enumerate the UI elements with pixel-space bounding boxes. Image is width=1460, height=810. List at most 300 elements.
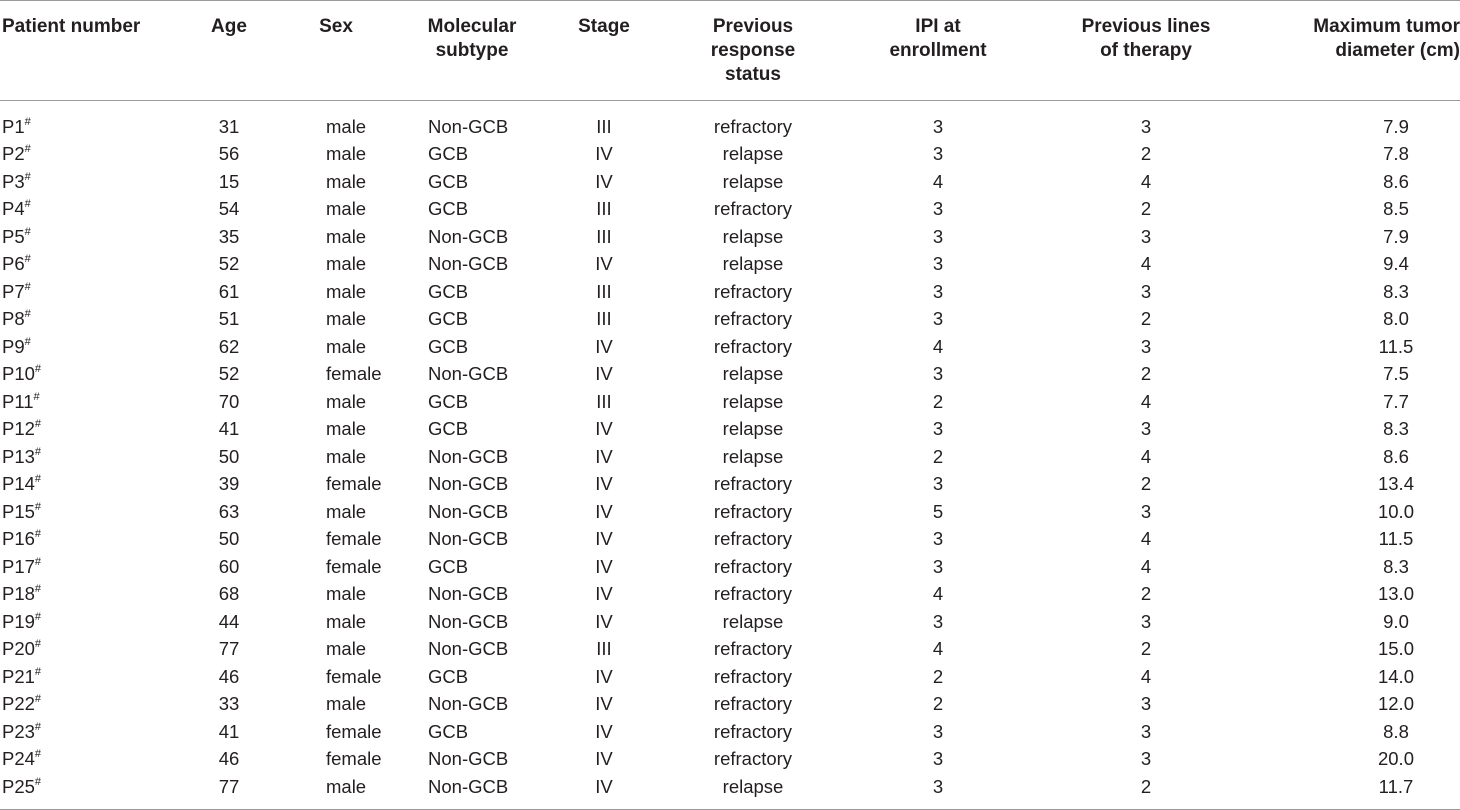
cell-maximum-tumor-diameter: 8.0 — [1383, 308, 1409, 330]
cell-ipi-at-enrollment: 2 — [932, 665, 944, 687]
footnote-mark: # — [24, 225, 31, 238]
cell-previous-lines-of-therapy: 2 — [1140, 583, 1152, 605]
footnote-mark: # — [34, 610, 42, 623]
patient-id: P21 — [2, 665, 35, 687]
cell-molecular-subtype: Non-GCB — [428, 115, 509, 137]
footnote-mark: # — [24, 170, 31, 183]
cell-ipi-at-enrollment: 3 — [932, 720, 944, 742]
cell-maximum-tumor-diameter: 9.4 — [1383, 253, 1409, 275]
cell-previous-response-status: relapse — [722, 170, 784, 192]
cell-maximum-tumor-diameter: 10.0 — [1377, 500, 1414, 522]
cell-sex: male — [326, 198, 367, 220]
table-row — [0, 168, 1460, 196]
patient-id: P3 — [2, 170, 25, 192]
cell-previous-lines-of-therapy: 4 — [1140, 555, 1152, 577]
cell-sex: female — [326, 363, 382, 385]
cell-stage: IV — [595, 693, 613, 715]
footnote-mark: # — [34, 555, 42, 568]
cell-sex: male — [326, 170, 367, 192]
table-row — [0, 553, 1460, 581]
patient-id: P24 — [2, 748, 35, 770]
cell-maximum-tumor-diameter: 8.3 — [1383, 555, 1409, 577]
cell-age: 60 — [218, 555, 240, 577]
cell-sex: male — [326, 445, 367, 467]
cell-previous-response-status: refractory — [713, 473, 793, 495]
cell-ipi-at-enrollment: 4 — [932, 638, 944, 660]
cell-sex: male — [326, 390, 367, 412]
cell-molecular-subtype: Non-GCB — [428, 610, 509, 632]
table-body — [0, 101, 1460, 810]
cell-previous-lines-of-therapy: 3 — [1140, 115, 1152, 137]
cell-molecular-subtype: GCB — [428, 665, 469, 687]
cell-stage: IV — [595, 775, 613, 797]
cell-molecular-subtype: Non-GCB — [428, 225, 509, 247]
cell-age: 39 — [218, 473, 240, 495]
patient-id: P11 — [2, 390, 34, 412]
header-age: Age — [211, 16, 247, 37]
cell-ipi-at-enrollment: 3 — [932, 115, 944, 137]
header-ipi-at-enrollment: IPI at enrollment — [889, 16, 987, 61]
cell-sex: male — [326, 583, 367, 605]
cell-previous-response-status: refractory — [713, 198, 793, 220]
cell-previous-lines-of-therapy: 3 — [1140, 610, 1152, 632]
footnote-mark: # — [34, 665, 42, 678]
table-row — [0, 278, 1460, 306]
cell-sex: male — [326, 280, 367, 302]
cell-age: 46 — [218, 748, 240, 770]
footnote-mark: # — [34, 528, 42, 541]
patient-id: P15 — [2, 500, 35, 522]
cell-sex: female — [326, 665, 382, 687]
cell-previous-lines-of-therapy: 3 — [1140, 693, 1152, 715]
patient-id: P19 — [2, 610, 35, 632]
cell-sex: male — [326, 143, 367, 165]
cell-previous-response-status: relapse — [722, 610, 784, 632]
cell-stage: III — [596, 308, 612, 330]
header-patient-number: Patient number — [2, 16, 141, 37]
cell-patient-number — [0, 306, 182, 334]
footnote-mark: # — [34, 363, 42, 376]
cell-age: 56 — [218, 143, 240, 165]
cell-molecular-subtype: Non-GCB — [428, 528, 509, 550]
cell-stage: IV — [595, 583, 613, 605]
patient-id: P2 — [2, 143, 25, 165]
cell-previous-lines-of-therapy: 2 — [1140, 143, 1152, 165]
cell-ipi-at-enrollment: 3 — [932, 473, 944, 495]
cell-patient-number — [0, 663, 182, 691]
cell-patient-number — [0, 526, 182, 554]
cell-patient-number — [0, 101, 182, 141]
cell-stage: IV — [595, 748, 613, 770]
cell-ipi-at-enrollment: 4 — [932, 583, 944, 605]
footnote-mark: # — [34, 583, 42, 596]
patient-id: P23 — [2, 720, 35, 742]
cell-maximum-tumor-diameter: 9.0 — [1383, 610, 1409, 632]
cell-ipi-at-enrollment: 3 — [932, 748, 944, 770]
cell-age: 33 — [218, 693, 240, 715]
cell-previous-response-status: relapse — [722, 225, 784, 247]
patient-id: P22 — [2, 693, 35, 715]
cell-molecular-subtype: GCB — [428, 198, 469, 220]
cell-patient-number — [0, 388, 182, 416]
cell-ipi-at-enrollment: 2 — [932, 445, 944, 467]
cell-molecular-subtype: GCB — [428, 280, 469, 302]
cell-age: 50 — [218, 445, 240, 467]
cell-maximum-tumor-diameter: 14.0 — [1377, 665, 1414, 687]
cell-molecular-subtype: GCB — [428, 170, 469, 192]
cell-maximum-tumor-diameter: 12.0 — [1377, 693, 1414, 715]
cell-maximum-tumor-diameter: 7.9 — [1383, 115, 1409, 137]
cell-ipi-at-enrollment: 4 — [932, 335, 944, 357]
cell-molecular-subtype: Non-GCB — [428, 500, 509, 522]
cell-age: 54 — [218, 198, 240, 220]
cell-age: 31 — [218, 115, 240, 137]
cell-previous-lines-of-therapy: 4 — [1140, 665, 1152, 687]
cell-sex: female — [326, 473, 382, 495]
cell-age: 52 — [218, 363, 240, 385]
header-molecular-subtype: Molecular subtype — [427, 16, 517, 61]
cell-previous-response-status: refractory — [713, 638, 793, 660]
table-row — [0, 443, 1460, 471]
cell-sex: male — [326, 253, 367, 275]
cell-age: 50 — [218, 528, 240, 550]
cell-previous-lines-of-therapy: 3 — [1140, 280, 1152, 302]
table-row — [0, 773, 1460, 809]
cell-stage: IV — [595, 143, 613, 165]
cell-patient-number — [0, 608, 182, 636]
cell-ipi-at-enrollment: 3 — [932, 143, 944, 165]
cell-molecular-subtype: GCB — [428, 418, 469, 440]
cell-maximum-tumor-diameter: 8.3 — [1383, 418, 1409, 440]
cell-molecular-subtype: GCB — [428, 720, 469, 742]
patient-id: P8 — [2, 308, 25, 330]
cell-molecular-subtype: Non-GCB — [428, 638, 509, 660]
cell-stage: IV — [595, 528, 613, 550]
cell-previous-response-status: relapse — [722, 363, 784, 385]
cell-previous-response-status: refractory — [713, 748, 793, 770]
table-row — [0, 691, 1460, 719]
cell-stage: IV — [595, 170, 613, 192]
cell-stage: IV — [595, 555, 613, 577]
cell-ipi-at-enrollment: 3 — [932, 198, 944, 220]
patient-id: P25 — [2, 775, 35, 797]
cell-molecular-subtype: Non-GCB — [428, 748, 509, 770]
cell-maximum-tumor-diameter: 8.8 — [1383, 720, 1409, 742]
cell-maximum-tumor-diameter: 7.7 — [1383, 390, 1409, 412]
cell-ipi-at-enrollment: 3 — [932, 775, 944, 797]
table-row — [0, 471, 1460, 499]
cell-stage: III — [596, 280, 612, 302]
cell-previous-response-status: refractory — [713, 308, 793, 330]
footnote-mark: # — [24, 335, 31, 348]
footnote-mark: # — [24, 143, 31, 156]
cell-patient-number — [0, 278, 182, 306]
table-row — [0, 746, 1460, 774]
cell-molecular-subtype: Non-GCB — [428, 473, 509, 495]
patient-id: P20 — [2, 638, 35, 660]
patient-id: P13 — [2, 445, 35, 467]
cell-sex: male — [326, 610, 367, 632]
footnote-mark: # — [34, 418, 42, 431]
cell-previous-lines-of-therapy: 3 — [1140, 720, 1152, 742]
cell-age: 52 — [218, 253, 240, 275]
cell-stage: IV — [595, 473, 613, 495]
cell-ipi-at-enrollment: 3 — [932, 610, 944, 632]
cell-age: 62 — [218, 335, 240, 357]
cell-maximum-tumor-diameter: 11.7 — [1378, 775, 1414, 797]
cell-previous-response-status: relapse — [722, 775, 784, 797]
cell-molecular-subtype: Non-GCB — [428, 445, 509, 467]
cell-stage: III — [596, 638, 612, 660]
cell-sex: male — [326, 308, 367, 330]
cell-patient-number — [0, 581, 182, 609]
cell-maximum-tumor-diameter: 13.0 — [1377, 583, 1414, 605]
header-maximum-tumor-diameter: Maximum tumor diameter (cm) — [1313, 16, 1460, 61]
cell-previous-response-status: relapse — [722, 143, 784, 165]
patient-id: P1 — [2, 115, 25, 137]
cell-previous-response-status: refractory — [713, 555, 793, 577]
cell-maximum-tumor-diameter: 15.0 — [1377, 638, 1414, 660]
cell-previous-response-status: refractory — [713, 335, 793, 357]
patient-id: P6 — [2, 253, 25, 275]
table-row — [0, 361, 1460, 389]
cell-previous-lines-of-therapy: 4 — [1140, 445, 1152, 467]
patient-id: P14 — [2, 473, 35, 495]
cell-previous-lines-of-therapy: 4 — [1140, 253, 1152, 275]
footnote-mark: # — [34, 693, 42, 706]
footnote-mark: # — [34, 720, 42, 733]
patient-id: P5 — [2, 225, 25, 247]
cell-ipi-at-enrollment: 3 — [932, 555, 944, 577]
cell-patient-number — [0, 141, 182, 169]
cell-maximum-tumor-diameter: 7.5 — [1383, 363, 1409, 385]
cell-previous-lines-of-therapy: 3 — [1140, 335, 1152, 357]
table-row — [0, 718, 1460, 746]
table-row — [0, 333, 1460, 361]
cell-previous-lines-of-therapy: 4 — [1140, 390, 1152, 412]
cell-previous-lines-of-therapy: 3 — [1140, 225, 1152, 247]
cell-previous-lines-of-therapy: 2 — [1140, 638, 1152, 660]
cell-age: 77 — [218, 775, 240, 797]
cell-molecular-subtype: Non-GCB — [428, 775, 509, 797]
cell-maximum-tumor-diameter: 7.8 — [1383, 143, 1409, 165]
cell-previous-response-status: refractory — [713, 693, 793, 715]
cell-previous-response-status: refractory — [713, 720, 793, 742]
header-previous-lines-of-therapy: Previous lines of therapy — [1081, 16, 1211, 61]
cell-patient-number — [0, 168, 182, 196]
table-row — [0, 526, 1460, 554]
cell-previous-lines-of-therapy: 2 — [1140, 363, 1152, 385]
cell-maximum-tumor-diameter: 11.5 — [1378, 335, 1414, 357]
cell-stage: IV — [595, 363, 613, 385]
cell-age: 35 — [218, 225, 240, 247]
table-header — [0, 1, 1460, 101]
cell-age: 61 — [218, 280, 240, 302]
cell-sex: female — [326, 748, 382, 770]
cell-sex: male — [326, 335, 367, 357]
cell-molecular-subtype: GCB — [428, 308, 469, 330]
table-row — [0, 196, 1460, 224]
cell-age: 15 — [218, 170, 240, 192]
cell-stage: III — [596, 390, 612, 412]
cell-sex: male — [326, 418, 367, 440]
footnote-mark: # — [24, 308, 31, 321]
cell-maximum-tumor-diameter: 20.0 — [1377, 748, 1414, 770]
cell-sex: male — [326, 693, 367, 715]
cell-previous-lines-of-therapy: 2 — [1140, 775, 1152, 797]
cell-maximum-tumor-diameter: 8.5 — [1383, 198, 1409, 220]
patient-id: P17 — [2, 555, 35, 577]
cell-maximum-tumor-diameter: 13.4 — [1377, 473, 1414, 495]
table-row — [0, 663, 1460, 691]
patient-id: P7 — [2, 280, 25, 302]
cell-previous-response-status: refractory — [713, 280, 793, 302]
table-row — [0, 416, 1460, 444]
patient-id: P4 — [2, 198, 25, 220]
table-row — [0, 388, 1460, 416]
patient-id: P16 — [2, 528, 35, 550]
cell-ipi-at-enrollment: 2 — [932, 693, 944, 715]
cell-previous-lines-of-therapy: 2 — [1140, 308, 1152, 330]
cell-maximum-tumor-diameter: 11.5 — [1378, 528, 1414, 550]
cell-sex: male — [326, 500, 367, 522]
cell-patient-number — [0, 746, 182, 774]
cell-previous-lines-of-therapy: 3 — [1140, 748, 1152, 770]
cell-previous-lines-of-therapy: 4 — [1140, 170, 1152, 192]
cell-stage: IV — [595, 335, 613, 357]
cell-stage: III — [596, 198, 612, 220]
cell-molecular-subtype: GCB — [428, 555, 469, 577]
footnote-mark: # — [34, 473, 42, 486]
table-row — [0, 101, 1460, 141]
cell-patient-number — [0, 691, 182, 719]
patient-id: P9 — [2, 335, 25, 357]
cell-ipi-at-enrollment: 3 — [932, 363, 944, 385]
patient-id: P18 — [2, 583, 35, 605]
cell-stage: III — [596, 225, 612, 247]
cell-patient-number — [0, 553, 182, 581]
footnote-mark: # — [33, 390, 40, 403]
cell-sex: male — [326, 115, 367, 137]
cell-patient-number — [0, 223, 182, 251]
cell-molecular-subtype: Non-GCB — [428, 693, 509, 715]
table-row — [0, 636, 1460, 664]
cell-stage: IV — [595, 418, 613, 440]
footnote-mark: # — [24, 198, 31, 211]
cell-molecular-subtype: Non-GCB — [428, 583, 509, 605]
footnote-mark: # — [34, 748, 42, 761]
table-row — [0, 581, 1460, 609]
cell-ipi-at-enrollment: 5 — [932, 500, 944, 522]
table-row — [0, 306, 1460, 334]
cell-stage: III — [596, 115, 612, 137]
cell-sex: male — [326, 775, 367, 797]
cell-age: 41 — [218, 720, 240, 742]
footnote-mark: # — [24, 253, 31, 266]
cell-stage: IV — [595, 720, 613, 742]
table-row — [0, 141, 1460, 169]
cell-ipi-at-enrollment: 3 — [932, 280, 944, 302]
table-row — [0, 498, 1460, 526]
cell-age: 77 — [218, 638, 240, 660]
footnote-mark: # — [34, 445, 42, 458]
cell-previous-response-status: relapse — [722, 445, 784, 467]
cell-patient-number — [0, 471, 182, 499]
cell-previous-response-status: refractory — [713, 500, 793, 522]
cell-ipi-at-enrollment: 2 — [932, 390, 944, 412]
header-sex: Sex — [319, 16, 353, 37]
table-row — [0, 251, 1460, 279]
footnote-mark: # — [24, 115, 31, 128]
cell-molecular-subtype: Non-GCB — [428, 253, 509, 275]
cell-molecular-subtype: GCB — [428, 143, 469, 165]
cell-patient-number — [0, 333, 182, 361]
patient-id: P10 — [2, 363, 35, 385]
cell-ipi-at-enrollment: 3 — [932, 418, 944, 440]
cell-sex: male — [326, 638, 367, 660]
cell-previous-lines-of-therapy: 2 — [1140, 473, 1152, 495]
cell-stage: IV — [595, 253, 613, 275]
cell-previous-lines-of-therapy: 3 — [1140, 418, 1152, 440]
header-row — [0, 1, 1460, 101]
footnote-mark: # — [24, 280, 31, 293]
patient-id: P12 — [2, 418, 35, 440]
header-previous-response-status: Previous response status — [710, 16, 796, 85]
cell-patient-number — [0, 498, 182, 526]
cell-stage: IV — [595, 610, 613, 632]
cell-ipi-at-enrollment: 3 — [932, 528, 944, 550]
cell-patient-number — [0, 416, 182, 444]
cell-age: 51 — [218, 308, 240, 330]
cell-previous-lines-of-therapy: 4 — [1140, 528, 1152, 550]
cell-sex: male — [326, 225, 367, 247]
cell-previous-lines-of-therapy: 2 — [1140, 198, 1152, 220]
cell-maximum-tumor-diameter: 8.3 — [1383, 280, 1409, 302]
cell-sex: female — [326, 720, 382, 742]
cell-ipi-at-enrollment: 4 — [932, 170, 944, 192]
header-stage: Stage — [578, 16, 630, 37]
cell-previous-response-status: refractory — [713, 115, 793, 137]
cell-patient-number — [0, 196, 182, 224]
cell-patient-number — [0, 636, 182, 664]
cell-sex: female — [326, 555, 382, 577]
cell-age: 44 — [218, 610, 240, 632]
cell-patient-number — [0, 773, 182, 809]
cell-stage: IV — [595, 500, 613, 522]
cell-age: 41 — [218, 418, 240, 440]
cell-age: 63 — [218, 500, 240, 522]
cell-previous-response-status: refractory — [713, 528, 793, 550]
cell-ipi-at-enrollment: 3 — [932, 308, 944, 330]
cell-age: 46 — [218, 665, 240, 687]
cell-maximum-tumor-diameter: 8.6 — [1383, 170, 1409, 192]
cell-maximum-tumor-diameter: 8.6 — [1383, 445, 1409, 467]
cell-ipi-at-enrollment: 3 — [932, 225, 944, 247]
cell-molecular-subtype: GCB — [428, 390, 469, 412]
cell-molecular-subtype: Non-GCB — [428, 363, 509, 385]
cell-ipi-at-enrollment: 3 — [932, 253, 944, 275]
cell-previous-response-status: refractory — [713, 665, 793, 687]
cell-stage: IV — [595, 445, 613, 467]
cell-previous-response-status: relapse — [722, 253, 784, 275]
cell-previous-response-status: relapse — [722, 390, 784, 412]
footnote-mark: # — [34, 775, 42, 788]
cell-age: 68 — [218, 583, 240, 605]
cell-maximum-tumor-diameter: 7.9 — [1383, 225, 1409, 247]
table-row — [0, 223, 1460, 251]
cell-molecular-subtype: GCB — [428, 335, 469, 357]
cell-patient-number — [0, 251, 182, 279]
